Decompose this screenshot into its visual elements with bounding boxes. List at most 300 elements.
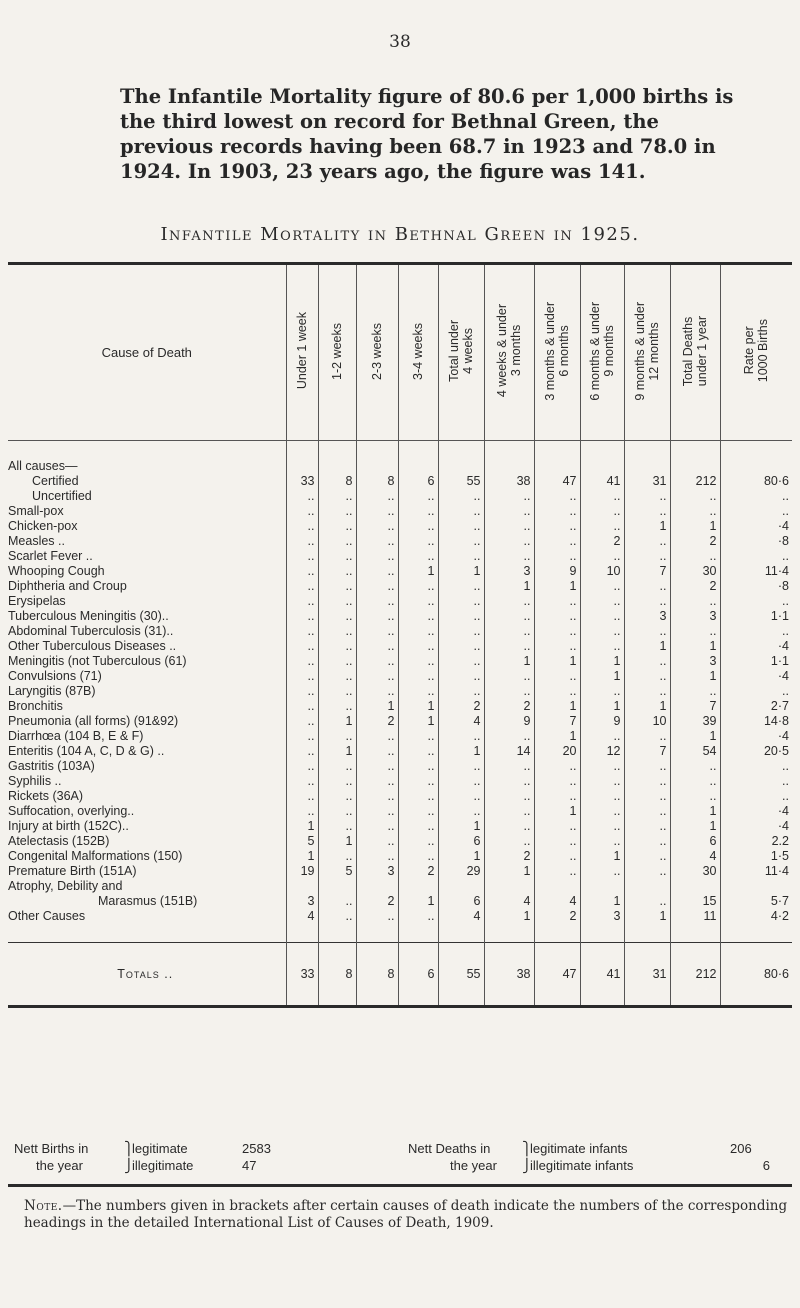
table-cell: ..: [318, 609, 356, 624]
column-header-label: 9 months & under 12 months: [633, 301, 661, 401]
table-cell: ..: [484, 759, 534, 774]
table-cell: ..: [286, 669, 318, 684]
table-cell: ..: [356, 579, 398, 594]
cause-label: Injury at birth (152C)..: [8, 819, 286, 834]
totals-cell: 33: [286, 943, 318, 1007]
column-header-label: Total under 4 weeks: [447, 320, 475, 382]
table-cell: 3: [286, 894, 318, 909]
table-cell: ..: [398, 849, 438, 864]
table-cell: ·4: [777, 804, 789, 818]
table-cell: [624, 879, 670, 894]
table-cell: ..: [534, 849, 580, 864]
table-cell: ..: [782, 789, 789, 803]
table-cell: 4·2: [770, 909, 789, 923]
table-cell: ..: [438, 534, 484, 549]
table-cell: ·4: [777, 819, 789, 833]
table-cell: ..: [782, 759, 789, 773]
table-cell: ..: [484, 684, 534, 699]
table-cell: 1: [356, 699, 398, 714]
table-cell: [398, 879, 438, 894]
table-row: [8, 504, 792, 519]
table-cell: 1: [534, 699, 580, 714]
table-cell: ..: [356, 639, 398, 654]
table-row: [8, 699, 792, 714]
table-cell: 1: [580, 654, 624, 669]
table-cell: ..: [286, 549, 318, 564]
table-cell: 1: [438, 744, 484, 759]
table-row: [8, 759, 792, 774]
table-cell: 1: [398, 564, 438, 579]
totals-cell: 38: [484, 943, 534, 1007]
table-cell: ..: [356, 504, 398, 519]
table-cell: 1: [580, 699, 624, 714]
table-cell: [286, 879, 318, 894]
table-cell: ..: [286, 489, 318, 504]
table-cell: ..: [624, 624, 670, 639]
table-cell: ..: [534, 864, 580, 879]
table-cell: 20: [534, 744, 580, 759]
table-cell: ..: [318, 819, 356, 834]
table-cell: 1: [624, 519, 670, 534]
deaths-year-label: the year: [450, 1158, 497, 1173]
column-header-label: 4 weeks & under 3 months: [495, 304, 523, 398]
table-row: [8, 804, 792, 819]
table-cell: ..: [624, 789, 670, 804]
table-cell: ..: [782, 504, 789, 518]
page-number: 38: [389, 32, 411, 52]
table-cell: ..: [534, 504, 580, 519]
table-cell: 1·1: [770, 654, 789, 668]
table-cell: 3: [356, 864, 398, 879]
table-cell: 2: [484, 849, 534, 864]
spacer-row: [8, 924, 792, 943]
table-row: [8, 714, 792, 729]
table-cell: ..: [484, 624, 534, 639]
table-cell: ..: [356, 564, 398, 579]
table-body: [8, 441, 792, 1007]
table-cell: 3: [670, 609, 720, 624]
table-cell: ..: [398, 669, 438, 684]
mortality-table: [8, 265, 792, 1008]
table-row: [8, 909, 792, 924]
cause-label: Laryngitis (87B): [8, 684, 286, 699]
table-cell: ..: [286, 594, 318, 609]
table-cell: ..: [398, 549, 438, 564]
cause-label: Atelectasis (152B): [8, 834, 286, 849]
table-cell: ..: [356, 519, 398, 534]
table-cell: ..: [398, 504, 438, 519]
table-cell: [318, 879, 356, 894]
table-cell: ..: [624, 864, 670, 879]
table-cell: ..: [534, 669, 580, 684]
table-cell: ..: [356, 834, 398, 849]
table-cell: ·4: [777, 639, 789, 653]
table-cell: ..: [670, 789, 720, 804]
table-cell: ..: [398, 594, 438, 609]
table-cell: 1: [484, 579, 534, 594]
table-cell: ..: [318, 519, 356, 534]
table-cell: 41: [580, 474, 624, 489]
column-header-label: 3-4 weeks: [411, 322, 425, 380]
table-cell: ..: [438, 489, 484, 504]
table-cell: ..: [534, 519, 580, 534]
table-cell: ..: [782, 594, 789, 608]
table-cell: ..: [624, 654, 670, 669]
totals-cell: 41: [580, 943, 624, 1007]
table-row: [8, 669, 792, 684]
column-header-label: Under 1 week: [295, 312, 309, 390]
table-cell: ..: [484, 594, 534, 609]
table-cell: ..: [534, 774, 580, 789]
table-cell: ..: [356, 804, 398, 819]
table-cell: 31: [624, 474, 670, 489]
table-cell: 1: [580, 894, 624, 909]
table-cell: ..: [398, 579, 438, 594]
table-cell: ..: [398, 909, 438, 924]
totals-cell: 212: [670, 943, 720, 1007]
column-header-label: 1-2 weeks: [330, 322, 344, 380]
table-cell: [670, 879, 720, 894]
table-cell: ..: [398, 519, 438, 534]
table-cell: 1: [670, 519, 720, 534]
table-cell: ..: [670, 759, 720, 774]
table-cell: ..: [286, 684, 318, 699]
table-cell: ..: [484, 804, 534, 819]
table-row: [8, 549, 792, 564]
table-cell: 1: [318, 834, 356, 849]
table-cell: ..: [438, 579, 484, 594]
table-cell: 1: [580, 849, 624, 864]
table-cell: ..: [534, 684, 580, 699]
cause-label: Small-pox: [8, 504, 286, 519]
table-cell: 1: [286, 849, 318, 864]
table-cell: ..: [356, 729, 398, 744]
table-cell: 30: [670, 564, 720, 579]
table-cell: ..: [318, 504, 356, 519]
table-cell: 1: [398, 699, 438, 714]
table-cell: ..: [356, 654, 398, 669]
table-cell: ..: [624, 504, 670, 519]
table-cell: ..: [534, 834, 580, 849]
table-cell: ..: [286, 759, 318, 774]
table-row: [8, 489, 792, 504]
table-cell: 9: [580, 714, 624, 729]
table-cell: ..: [624, 804, 670, 819]
column-header: [484, 265, 534, 441]
table-cell: [484, 879, 534, 894]
table-cell: 1: [534, 729, 580, 744]
table-cell: 12: [580, 744, 624, 759]
table-cell: 8: [356, 474, 398, 489]
table-cell: [318, 459, 356, 474]
cause-label: Premature Birth (151A): [8, 864, 286, 879]
mortality-table-container: [8, 262, 792, 1008]
table-cell: 4: [670, 849, 720, 864]
table-row: [8, 744, 792, 759]
table-cell: ·8: [777, 579, 789, 593]
table-cell: ..: [670, 489, 720, 504]
table-cell: 9: [534, 564, 580, 579]
table-row: [8, 849, 792, 864]
table-cell: 1: [438, 819, 484, 834]
table-cell: 4: [438, 714, 484, 729]
table-cell: ..: [782, 774, 789, 788]
table-cell: ..: [484, 669, 534, 684]
table-cell: 15: [670, 894, 720, 909]
table-cell: ..: [438, 729, 484, 744]
column-header: [286, 265, 318, 441]
table-cell: ..: [398, 639, 438, 654]
table-cell: ..: [624, 729, 670, 744]
table-cell: ..: [438, 684, 484, 699]
table-cell: ..: [534, 639, 580, 654]
table-cell: 11·4: [764, 564, 789, 578]
table-cell: ..: [484, 819, 534, 834]
column-header: [438, 265, 484, 441]
table-cell: [484, 459, 534, 474]
column-header-label: Rate per 1000 Births: [742, 319, 771, 383]
table-cell: ..: [670, 624, 720, 639]
table-cell: ..: [318, 789, 356, 804]
cause-label: Chicken-pox: [8, 519, 286, 534]
column-header: [720, 265, 792, 441]
table-cell: ..: [670, 774, 720, 789]
table-cell: ..: [398, 789, 438, 804]
table-cell: 212: [670, 474, 720, 489]
table-cell: 10: [580, 564, 624, 579]
cause-label: Syphilis ..: [8, 774, 286, 789]
deaths-legit-label: legitimate infants: [530, 1141, 628, 1156]
table-cell: ..: [286, 639, 318, 654]
table-row: [8, 624, 792, 639]
table-cell: ..: [484, 549, 534, 564]
table-cell: ..: [534, 609, 580, 624]
cause-label: Other Causes: [8, 909, 286, 924]
table-cell: ..: [580, 819, 624, 834]
table-cell: 11: [670, 909, 720, 924]
table-cell: ..: [318, 549, 356, 564]
table-cell: ..: [484, 519, 534, 534]
table-cell: ..: [356, 849, 398, 864]
table-cell: ..: [580, 639, 624, 654]
table-cell: ..: [624, 594, 670, 609]
table-cell: ..: [398, 819, 438, 834]
cause-label: Suffocation, overlying..: [8, 804, 286, 819]
table-cell: ·4: [777, 519, 789, 533]
cause-label: All causes—: [8, 459, 286, 474]
table-cell: ..: [318, 684, 356, 699]
births-illegit-value: 47: [242, 1158, 257, 1173]
table-cell: ..: [438, 774, 484, 789]
table-cell: 2: [356, 714, 398, 729]
table-cell: ..: [356, 684, 398, 699]
table-cell: ..: [534, 789, 580, 804]
cause-label: Pneumonia (all forms) (91&92): [8, 714, 286, 729]
totals-row: [8, 943, 792, 1007]
table-cell: ..: [356, 759, 398, 774]
column-header: [670, 265, 720, 441]
table-cell: 1: [286, 819, 318, 834]
table-cell: ..: [438, 669, 484, 684]
table-row: [8, 474, 792, 489]
cause-label: Scarlet Fever ..: [8, 549, 286, 564]
table-cell: ..: [624, 549, 670, 564]
table-cell: ..: [318, 624, 356, 639]
table-cell: ..: [484, 729, 534, 744]
table-cell: 11·4: [764, 864, 789, 878]
table-cell: 3: [580, 909, 624, 924]
table-cell: ..: [534, 534, 580, 549]
table-cell: ..: [438, 609, 484, 624]
table-cell: ..: [398, 684, 438, 699]
table-cell: 3: [670, 654, 720, 669]
table-cell: ..: [670, 504, 720, 519]
table-cell: ..: [398, 804, 438, 819]
table-cell: 1: [670, 819, 720, 834]
table-cell: ..: [484, 504, 534, 519]
table-cell: ..: [286, 789, 318, 804]
table-cell: [534, 459, 580, 474]
table-cell: [580, 459, 624, 474]
table-cell: 54: [670, 744, 720, 759]
table-cell: 6: [438, 834, 484, 849]
table-cell: ..: [580, 834, 624, 849]
column-header-cause: Cause of Death: [8, 265, 286, 441]
table-cell: ..: [438, 504, 484, 519]
column-header: [624, 265, 670, 441]
cause-label: Congenital Malformations (150): [8, 849, 286, 864]
table-cell: 1: [534, 804, 580, 819]
table-row: [8, 879, 792, 894]
table-row: [8, 894, 792, 909]
table-cell: ..: [534, 489, 580, 504]
footnote-label: Note.: [24, 1198, 63, 1214]
cause-label: Certified: [8, 474, 286, 489]
cause-label: Gastritis (103A): [8, 759, 286, 774]
table-cell: ..: [286, 744, 318, 759]
table-cell: ..: [580, 504, 624, 519]
table-cell: ..: [318, 729, 356, 744]
table-cell: ..: [580, 684, 624, 699]
table-cell: 1: [534, 654, 580, 669]
table-cell: ..: [286, 609, 318, 624]
table-cell: ..: [438, 624, 484, 639]
table-cell: ..: [438, 594, 484, 609]
table-cell: ..: [580, 519, 624, 534]
table-cell: ..: [318, 849, 356, 864]
table-cell: 1: [670, 729, 720, 744]
cause-label: Rickets (36A): [8, 789, 286, 804]
totals-label: Totals ..: [8, 943, 286, 1007]
table-cell: ..: [398, 489, 438, 504]
table-cell: ..: [356, 909, 398, 924]
column-header-label: 6 months & under 9 months: [588, 301, 616, 401]
column-header: [398, 265, 438, 441]
table-cell: ..: [286, 534, 318, 549]
deaths-legit-value: 206: [730, 1141, 752, 1156]
table-cell: 1·1: [770, 609, 789, 623]
table-cell: ..: [670, 549, 720, 564]
table-cell: 2: [580, 534, 624, 549]
table-cell: 55: [438, 474, 484, 489]
table-cell: ..: [398, 609, 438, 624]
table-cell: [438, 459, 484, 474]
table-cell: ..: [318, 594, 356, 609]
table-cell: 5·7: [770, 894, 789, 908]
table-row: [8, 834, 792, 849]
table-cell: ..: [782, 549, 789, 563]
table-row: [8, 729, 792, 744]
table-cell: [720, 459, 792, 474]
table-cell: 1: [484, 909, 534, 924]
table-cell: ..: [580, 549, 624, 564]
table-cell: ..: [624, 759, 670, 774]
table-cell: ..: [398, 744, 438, 759]
table-cell: ..: [286, 579, 318, 594]
table-cell: 1: [438, 564, 484, 579]
table-row: [8, 609, 792, 624]
table-row: [8, 639, 792, 654]
totals-cell: 8: [356, 943, 398, 1007]
totals-cell: 55: [438, 943, 484, 1007]
column-header: [580, 265, 624, 441]
table-cell: ..: [286, 624, 318, 639]
table-row: [8, 459, 792, 474]
table-cell: ..: [580, 789, 624, 804]
table-cell: ..: [438, 549, 484, 564]
cause-label: Atrophy, Debility and: [8, 879, 286, 894]
cause-label: Marasmus (151B): [8, 894, 286, 909]
table-row: [8, 684, 792, 699]
table-cell: 7: [624, 744, 670, 759]
cause-label: Convulsions (71): [8, 669, 286, 684]
table-cell: 3: [484, 564, 534, 579]
totals-cell: 31: [624, 943, 670, 1007]
cause-label: Diarrhœa (104 B, E & F): [8, 729, 286, 744]
table-cell: ..: [782, 489, 789, 503]
deaths-illegit-label: illegitimate infants: [530, 1158, 634, 1173]
births-label: Nett Births in: [14, 1141, 89, 1156]
table-cell: ..: [624, 579, 670, 594]
table-header-row: [8, 265, 792, 441]
table-cell: 1: [484, 864, 534, 879]
table-cell: ..: [438, 639, 484, 654]
column-header-label: 2-3 weeks: [370, 322, 384, 380]
table-cell: ..: [580, 864, 624, 879]
intro-paragraph: The Infantile Mortality figure of 80.6 per 1,000 births is the third lowest on record for Bethnal Green, the previous records having been 68.7 in 1923 and 78.0 in 1924. In 1903, 23 years ago, the figure was 141.: [120, 85, 734, 183]
table-cell: ..: [318, 654, 356, 669]
table-cell: ..: [356, 609, 398, 624]
table-cell: ..: [580, 489, 624, 504]
cause-label: Bronchitis: [8, 699, 286, 714]
table-cell: 20·5: [763, 744, 789, 758]
table-cell: ..: [356, 534, 398, 549]
table-cell: 2: [534, 909, 580, 924]
column-header-label: Total Deaths under 1 year: [681, 315, 709, 387]
table-cell: ..: [580, 759, 624, 774]
cause-label: Measles ..: [8, 534, 286, 549]
table-cell: 1: [670, 804, 720, 819]
table-cell: ..: [356, 489, 398, 504]
table-cell: ..: [484, 489, 534, 504]
table-cell: ..: [624, 774, 670, 789]
table-cell: 2: [398, 864, 438, 879]
table-cell: ..: [624, 489, 670, 504]
table-cell: ..: [438, 804, 484, 819]
table-cell: ..: [318, 669, 356, 684]
table-cell: 1·5: [770, 849, 789, 863]
footer-rule: [8, 1184, 792, 1187]
